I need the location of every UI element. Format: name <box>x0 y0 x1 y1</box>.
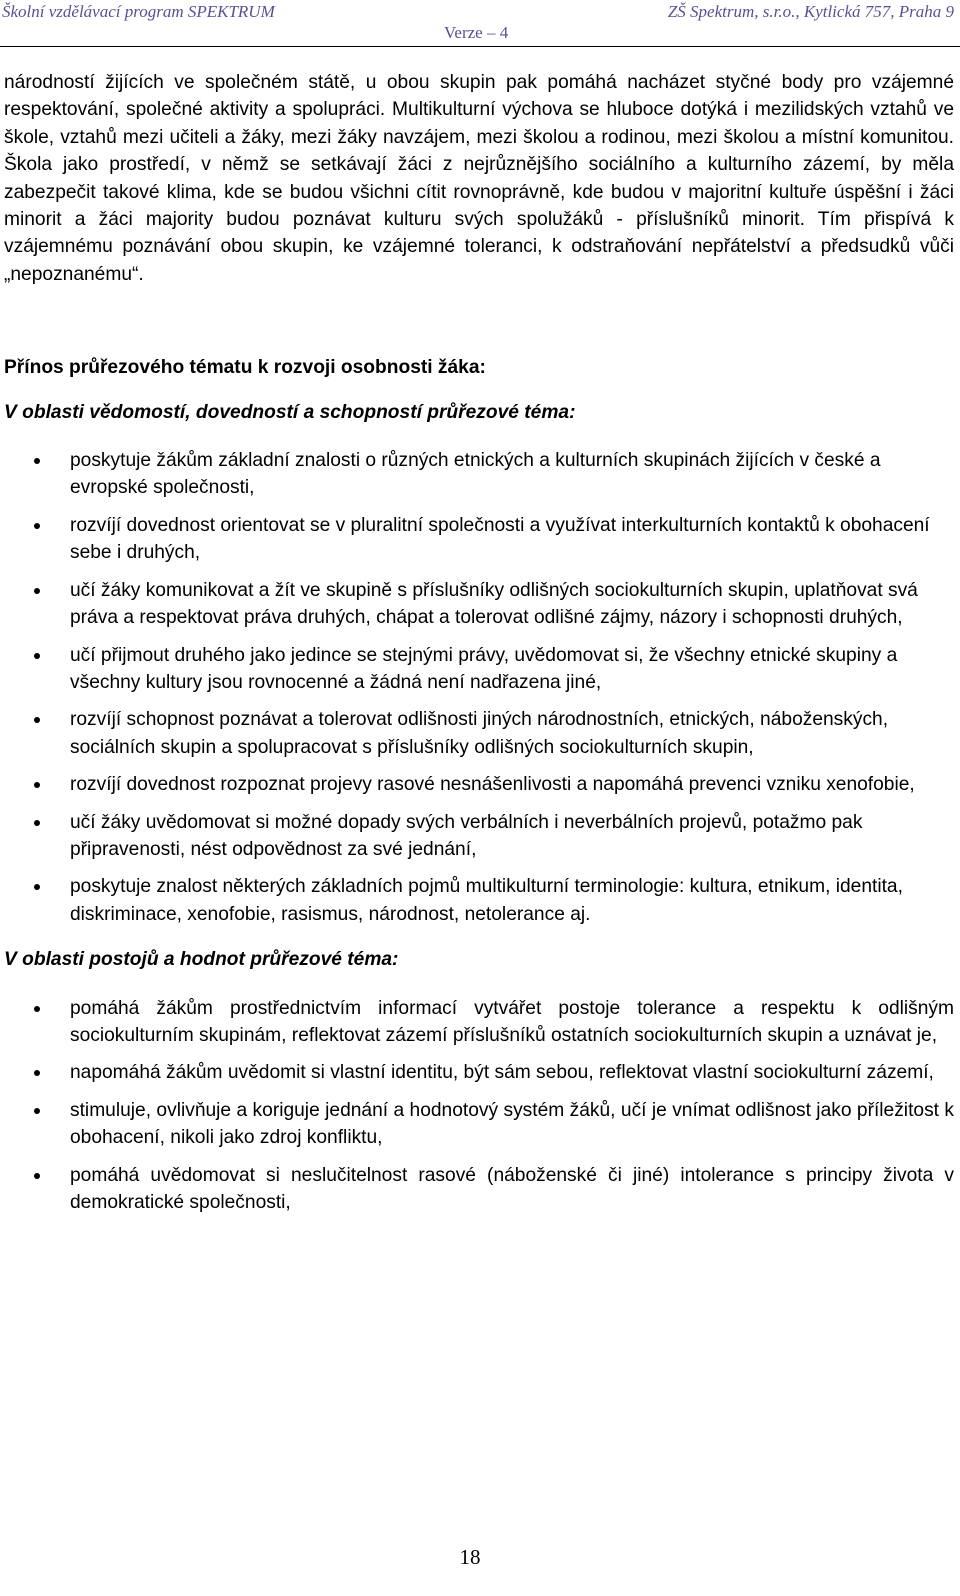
list-item-text: pomáhá uvědomovat si neslučitelnost rasové (náboženské či jiné) intolerance s principy života v demokratické společnosti, <box>70 1164 954 1213</box>
list-item-text: stimuluje, ovlivňuje a koriguje jednání a hodnotový systém žáků, učí je vnímat odlišnost jako příležitost k obohacení, nikoli jako zdroj konfliktu, <box>70 1099 954 1149</box>
bullet-icon <box>34 884 40 890</box>
bullet-icon <box>34 1173 40 1179</box>
list-item <box>4 809 954 864</box>
list-item <box>4 447 954 502</box>
list-item <box>4 995 954 1050</box>
intro-paragraph: národností žijících ve společném státě, u obou skupin pak pomáhá nacházet styčné body pro vzájemné respektování, společné aktivity a spolupráci. Multikulturní výchova se hluboce dotýká i mezilidských vztahů ve škole, vztahů mezi učiteli a žáky, mezi žáky navzájem, mezi školou a rodinou, mezi školou a místní komunitou. Škola jako prostředí, v němž se setkávají žáci z nejrůznějšího sociálního a kulturního zázemí, by měla zabezpečit takové klima, kde se budou všichni cítit rovnoprávně, kde budou v majoritní kultuře úspěšní i žáci minorit a žáci majority budou poznávat kulturu svých spolužáků - příslušníků minorit. Tím přispívá k vzájemnému poznávání obou skupin, ke vzájemné toleranci, k odstraňování nepřátelství a předsudků vůči „nepoznanému“. <box>4 72 954 285</box>
attitudes-section-heading: V oblasti postojů a hodnot průřezové téma: <box>4 949 399 971</box>
list-item <box>4 512 954 567</box>
bullet-icon <box>34 1070 40 1076</box>
list-item-text: rozvíjí dovednost rozpoznat projevy rasové nesnášenlivosti a napomáhá prevenci vzniku xenofobie, <box>70 774 915 796</box>
list-item-text: poskytuje znalost některých základních pojmů multikulturní terminologie: kultura, etnikum, identita, diskriminace, xenofobie, rasismus, národnost, netolerance aj. <box>70 876 903 925</box>
bullet-icon <box>34 1108 40 1114</box>
bullet-icon <box>34 458 40 464</box>
list-item <box>4 642 954 697</box>
bullet-icon <box>34 588 40 594</box>
list-item <box>4 771 954 798</box>
list-item <box>4 706 954 761</box>
bullet-icon <box>34 653 40 659</box>
bullet-icon <box>34 820 40 826</box>
list-item-text: rozvíjí dovednost orientovat se v pluralitní společnosti a využívat interkulturních kontaktů k obohacení sebe i druhých, <box>70 514 930 564</box>
bullet-icon <box>34 523 40 529</box>
page-header <box>0 2 960 46</box>
list-item <box>4 1097 954 1152</box>
bullet-icon <box>34 782 40 788</box>
page-number: 18 <box>459 1545 481 1569</box>
header-version: Verze – 4 <box>444 23 509 42</box>
list-item-text: učí žáky uvědomovat si možné dopady svých verbálních i neverbálních projevů, potažmo pak připravenosti, nést odpovědnost za své jednání, <box>70 811 863 860</box>
list-item <box>4 1162 954 1217</box>
main-heading: Přínos průřezového tématu k rozvoji osobnosti žáka: <box>4 357 486 379</box>
header-divider <box>0 46 960 47</box>
list-item <box>4 1059 954 1086</box>
list-item <box>4 873 954 928</box>
knowledge-section-heading: V oblasti vědomostí, dovedností a schopností průřezové téma: <box>4 401 576 423</box>
header-school-address: ZŠ Spektrum, s.r.o., Kytlická 757, Praha 9 <box>667 2 954 21</box>
attitudes-list <box>4 995 954 1217</box>
knowledge-list <box>4 447 954 928</box>
bullet-icon <box>34 717 40 723</box>
bullet-icon <box>34 1006 40 1012</box>
list-item <box>4 577 954 632</box>
header-program-name: Školní vzdělávací program SPEKTRUM <box>2 2 275 21</box>
list-item-text: rozvíjí schopnost poznávat a tolerovat odlišnosti jiných národnostních, etnických, náboženských, sociálních skupin a spolupracovat s příslušníky odlišných sociokulturních skupin, <box>70 709 889 758</box>
list-item-text: učí žáky komunikovat a žít ve skupině s příslušníky odlišných sociokulturních skupin, uplatňovat svá práva a respektovat práva druhých, chápat a tolerovat odlišné zájmy, názory i schopnosti druhých, <box>70 579 918 629</box>
list-item-text: poskytuje žákům základní znalosti o různých etnických a kulturních skupinách žijících v české a evropské společnosti, <box>70 450 881 499</box>
list-item-text: pomáhá žákům prostřednictvím informací vytvářet postoje tolerance a respektu k odlišným sociokulturním skupinám, reflektovat zázemí příslušníků ostatních sociokulturních skupin a uznávat je, <box>70 997 954 1046</box>
list-item-text: učí přijmout druhého jako jedince se stejnými právy, uvědomovat si, že všechny etnické skupiny a všechny kultury jsou rovnocenné a žádná není nadřazena jiné, <box>70 644 898 693</box>
document-body <box>4 69 954 1226</box>
list-item-text: napomáhá žákům uvědomit si vlastní identitu, být sám sebou, reflektovat vlastní sociokulturní zázemí, <box>70 1062 934 1084</box>
